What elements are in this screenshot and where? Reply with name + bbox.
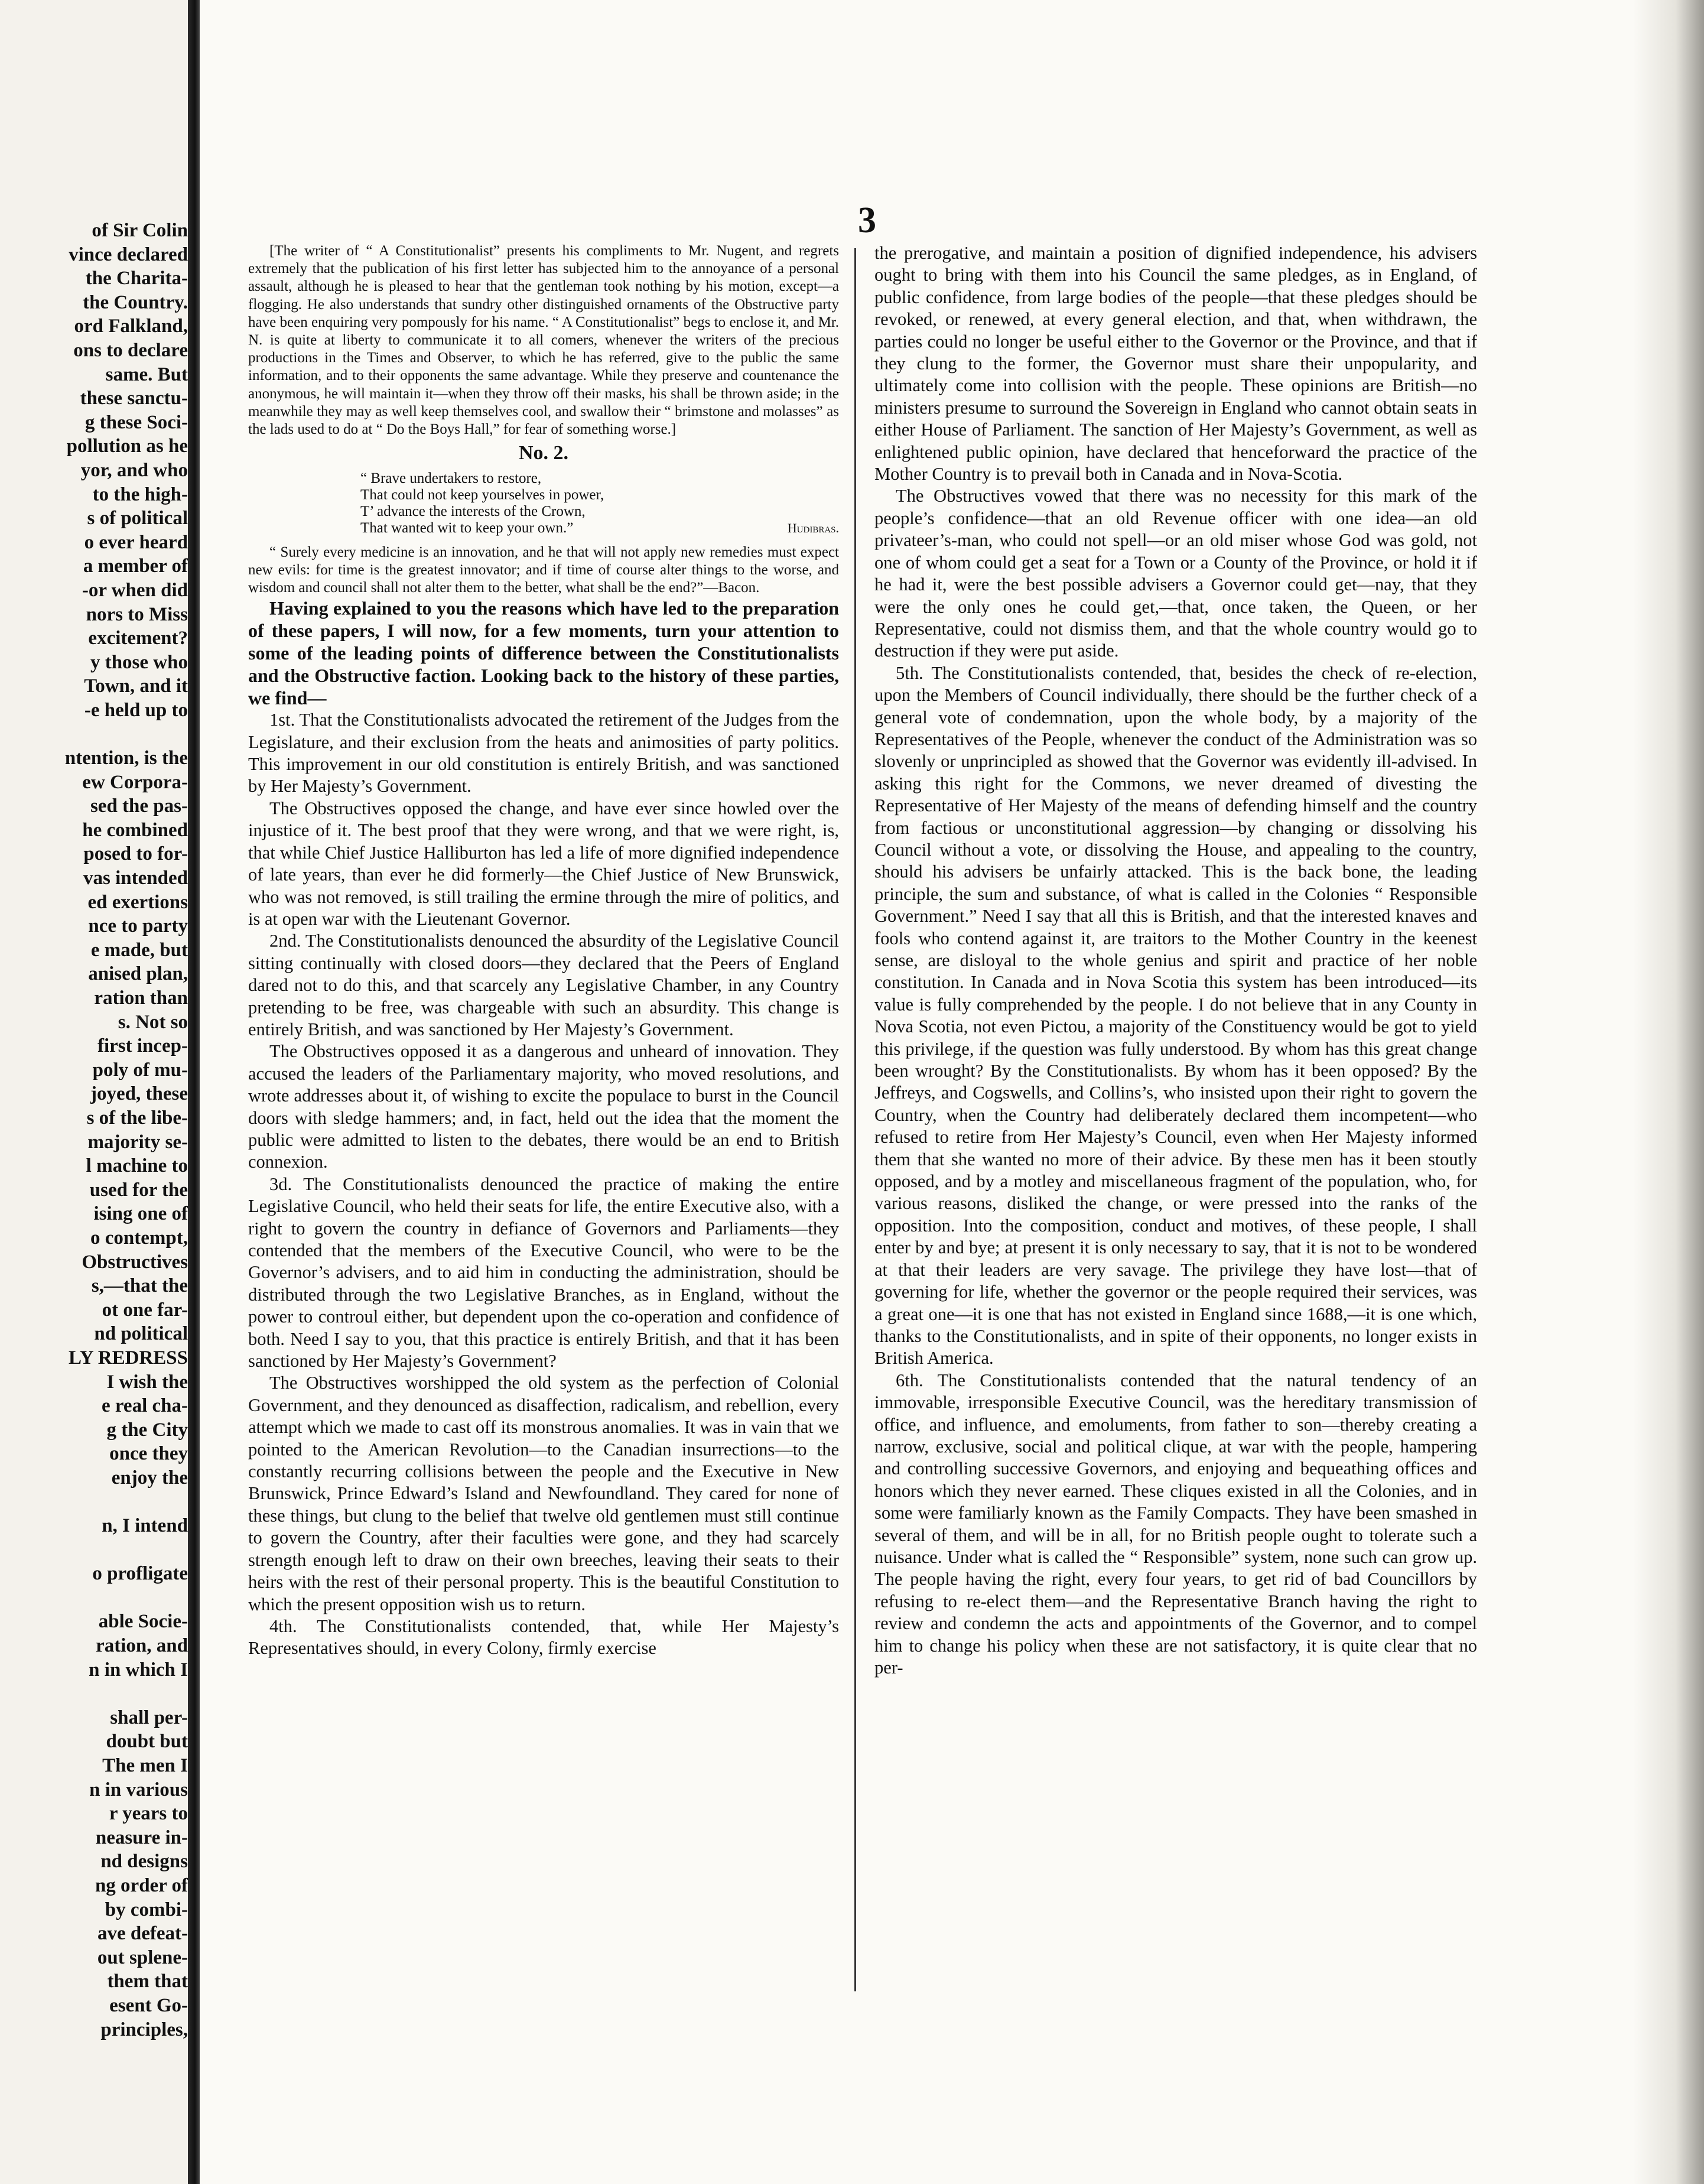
previous-page-line: s of the libe- [86,1107,188,1129]
page-edge-shadow [1633,0,1704,2184]
previous-page-line: g these Soci- [84,411,188,433]
previous-page-line: them that [107,1971,188,1993]
previous-page-line: the Charita- [85,268,188,290]
previous-page-line: o contempt, [90,1227,188,1249]
previous-page-line: LY REDRESS [68,1347,188,1369]
previous-page-line: n in various [89,1779,188,1800]
previous-page-line: I wish the [106,1371,188,1393]
previous-page-line: g the City [106,1419,188,1441]
previous-page-line: s,—that the [91,1275,188,1297]
previous-page-line: same. But [105,363,188,385]
previous-page-line: n in which I [89,1659,188,1681]
left-column [248,242,839,1660]
previous-page-line: able Socie- [98,1611,188,1633]
previous-page-line: e real cha- [101,1395,188,1417]
verse-line: That wanted wit to keep your own.” [360,519,574,536]
previous-page-line: ot one far- [102,1299,188,1321]
previous-page-line: ed exertions [87,891,188,913]
previous-page-line: r years to [109,1803,188,1825]
paragraph: 4th. The Constitutionalists contended, that, while Her Majesty’s Representatives should, in every Colony, firmly exercise [248,1616,839,1659]
previous-page-line: The men I [102,1755,188,1776]
previous-page-line: o profligate [92,1563,188,1585]
previous-page-line: principles, [100,2019,188,2040]
previous-page-line: anised plan, [88,963,188,985]
previous-page-line: nors to Miss [86,603,188,625]
paragraph: 1st. That the Constitutionalists advocated the retirement of the Judges from the Legislature, and their exclusion from the heats and animosities of party politics. This improvement in our old constitution is entirely British, and was sanctioned by Her Majesty’s Government. [248,710,839,797]
previous-page-line: Obstructives [82,1251,188,1273]
previous-page-line: ntention, is the [64,748,188,769]
previous-page-line: y those who [90,651,188,673]
paragraph: The Obstructives worshipped the old system as the perfection of Colonial Government, and they denounced as disaffection, radicalism, and rebellion, every attempt which we made to cast off its monstrous anomalies. It was in vain that we pointed to the American Revolution—to the Canadian insurrections—to the constantly recurring collisions between the people and the Executive in New Brunswick, Prince Edward’s Island and Newfoundland. They cared for none of these things, but clung to the belief that twelve old gentlemen must still continue to govern the Country, after their faculties were gone, and they had scarcely strength enough left to draw on their own breeches, leaving their seats to their heirs with the rest of their personal property. This is the beautiful Constitution to which the present opposition wish us to return. [248,1373,839,1614]
verse-line: “ Brave undertakers to restore, [360,470,542,486]
intro-paragraph: Having explained to you the reasons which have led to the preparation of these papers, I will now, for a few moments, turn your attention to some of the leading points of difference between the Constitutionalists and the Obstructive faction. Looking back to the history of these parties, we find— [248,597,839,709]
previous-page-line: a member of [83,555,188,577]
verse [360,470,839,537]
previous-page-line: to the high- [92,483,188,505]
previous-page-line: shall per- [110,1707,188,1728]
previous-page-line: vas intended [83,867,188,889]
previous-page-line: ising one of [93,1203,188,1225]
previous-page-line: esent Go- [109,1994,188,2016]
paragraph: The Obstructives opposed the change, and have ever since howled over the injustice of it. The best proof that they were wrong, and that we were right, is, that while Chief Justice Halliburton has led a life of more dignified independence of late years, than ever he did formerly—the Chief Justice of New Brunswick, who was not removed, is still trailing the ermine through the mire of politics, and is at open war with the Lieutenant Governor. [248,798,839,929]
paragraph: the prerogative, and maintain a position of dignified independence, his advisers ought to bring with them into his Council the same pledges, as in England, of public confidence, from large bodies of the people—that these pledges should be revoked, or renewed, at every general election, and that, when withdrawn, the parties could no longer be useful either to the Governor or the Province, and that if they clung to the former, the Governor must share their unpopularity, and ultimately come into collision with the people. These opinions are British—no ministers presume to surround the Sovereign in England who cannot obtain seats in either House of Parliament. The sanction of Her Majesty’s Government, as well as enlightened public opinion, have declared that henceforward the practice of the Mother Country is to prevail both in Canada and in Nova-Scotia. [874,243,1477,485]
paragraph: 6th. The Constitutionalists contended that the natural tendency of an immovable, irresponsible Executive Council, was the hereditary transmission of office, and influence, and emoluments, from father to son—thereby creating a narrow, exclusive, social and political clique, at war with the people, hampering and controlling successive Governors, and enjoying and bequeathing offices and honors which they never earned. These cliques existed in all the Colonies, and in some were familiarly known as the Family Compacts. They have been smashed in several of them, and will be in all, for no British people ought to tolerate such a nuisance. Under what is called the “ Responsible” system, none such can grow up. The people having the right, every four years, to get rid of bad Councillors by refusing to re-elect them—and the Representative Branch having the right to review and condemn the acts and appointments of the Governor, and to compel him to change his policy when these are not satisfactory, it is quite clear that no per- [874,1370,1477,1678]
previous-page-line: first incep- [97,1035,188,1057]
previous-page-line: ng order of [95,1874,188,1896]
previous-page-line: joyed, these [90,1083,188,1105]
previous-page-line [0,722,188,746]
column-rule [854,248,856,1991]
previous-page-line: e made, but [90,939,188,961]
previous-page-line: of Sir Colin [92,220,188,241]
previous-page-line: ration than [94,987,188,1009]
paragraph: 3d. The Constitutionalists denounced the practice of making the entire Legislative Council, who held their seats for life, the entire Executive also, with a right to govern the country in defiance of Governors and Parliaments—they contended that the members of the Executive Council, who were to be the Governor’s advisers, and to aid him in conducting the administration, should be distributed through the two Legislative Branches, as in England, without the power to controul either, but dependent upon the co-operation and confidence of both. Need I say to you, that this practice is entirely British, and that it has been sanctioned by Her Majesty’s Government? [248,1174,839,1372]
previous-page-line: ave defeat- [97,1923,188,1945]
previous-page-line: posed to for- [83,843,188,865]
page-number: 3 [858,200,876,240]
previous-page-line: ord Falkland, [74,316,188,337]
previous-page-line: doubt but [106,1731,188,1753]
previous-page-line: majority se- [87,1131,188,1153]
previous-page-line: vince declared [69,243,188,265]
epigraph: “ Surely every medicine is an innovation, and he that will not apply new remedies must expect new evils: for time is the greatest innovator; and if time of course alter things to the worse, and wisdom and council shall not alter them to the better, what shall be the end?”—Bacon. [248,544,839,596]
previous-page-line: enjoy the [111,1467,188,1488]
book-gutter [188,0,200,2184]
previous-page-line [0,1586,188,1610]
previous-page-line: neasure in- [95,1826,188,1848]
previous-page-line: yor, and who [80,459,188,481]
previous-page-line: he combined [82,819,188,841]
previous-page-line: nd political [94,1323,188,1345]
previous-page-line [0,1682,188,1706]
previous-page-line: sed the pas- [90,795,188,817]
previous-page-line: used for the [89,1179,188,1201]
previous-page-line: poly of mu- [92,1059,188,1081]
previous-page-line: ons to declare [73,339,188,361]
previous-page-line: -e held up to [84,699,188,721]
previous-page-strip [0,0,195,2184]
paragraph: The Obstructives vowed that there was no necessity for this mark of the people’s confidence—that an old Revenue officer with one idea—an old privateer’s-man, who could not spell—or an old miser whose God was gold, not one of whom could get a seat for a Town or a County of the Province, or hold it if he had it, were the best possible advisers a Governor could get—nay, that they were the only ones he could get,—that, once taken, the Queen, or her Representative, could not dismiss them, and that the whole country would go to destruction if they were put aside. [874,486,1477,661]
previous-page-line: ew Corpora- [82,771,188,793]
previous-page-line: once they [109,1443,188,1465]
section-title: No. 2. [518,442,569,464]
previous-page-line: pollution as he [66,436,188,457]
paragraph: The Obstructives opposed it as a dangerous and unheard of innovation. They accused the leaders of the Parliamentary majority, who moved resolutions, and wrote addresses about it, of wishing to excite the populace to burst in the Council doors with sledge hammers; and, in fact, held out the idea that the moment the public were admitted to listen to the debates, there would be an end to British connexion. [248,1041,839,1172]
verse-attribution: Hudibras. [787,520,839,535]
previous-page-line: excitement? [88,628,188,649]
previous-page-line: by combi- [105,1899,188,1920]
previous-page-line [0,1490,188,1514]
previous-page-line: -or when did [82,579,188,601]
paragraph: 2nd. The Constitutionalists denounced the absurdity of the Legislative Council sitting continually with closed doors—they declared that the Peers of England dared not to do this, and that scarcely any Legislative Chamber, in any Country pretending to be free, was chargeable with such an absurdity. This change is entirely British, and was sanctioned by Her Majesty’s Government. [248,931,839,1039]
paragraph: 5th. The Constitutionalists contended, that, besides the check of re-election, upon the Members of Council individually, there should be the further check of a general vote of condemnation, upon the whole body, by a majority of the Representatives of the People, whenever the conduct of the Administration was so slovenly or unprincipled as showed that the Governor was evidently ill-advised. In asking this right for the Commons, we never dreamed of divesting the Representative of Her Majesty of the means of defending himself and the country from factious or unconstitutional aggression—by changing or dissolving his Council without a vote, or dissolving the House, and appealing to the country, should his advisers be unfairly attacked. This is the back bone, the leading principle, the sum and substance, of what is called in the Colonies “ Responsible Government.” Need I say that all this is British, and that the interested knaves and fools who contend against it, are traitors to the Mother Country in the keenest sense, are disloyal to the whole genius and spirit and practice of her noble constitution. In Canada and in Nova Scotia this system has been introduced—its value is fully comprehended by the people. I do not believe that in any County in Nova Scotia, not even Pictou, a majority of the Constituency would be got to yield this privilege, if the question was fully understood. By whom has this great change been wrought? By the Constitutionalists. By whom has it been opposed? By the Jeffreys, and Cogswells, and Collins’s, who insisted upon their right to govern the Country, when the Country had deliberately declared them incompetent—who refused to retire from Her Majesty’s Council, even when Her Majesty informed them that she wanted no more of their advice. By these men has it been stoutly opposed, and by a motley and miscellaneous fragment of the population, who, for various reasons, disliked the change, or were pressed into the ranks of the opposition. Into the composition, conduct and motives, of these people, I shall enter by and bye; at present it is only necessary to say, that it is not to be wondered at that their leaders are very savage. The privilege they have lost—that of governing for life, whether the governor or the people required their services, was a great one—it is one that has not existed in England since 1688,—it is one which, thanks to the Constitutionalists, and in spite of their opponents, no longer exists in British America. [874,662,1477,1369]
previous-page-line: s. Not so [118,1011,188,1033]
previous-page-line: nce to party [88,915,188,937]
previous-page-line: o ever heard [84,531,188,553]
previous-page-line: Town, and it [84,675,188,697]
previous-page-line: l machine to [86,1155,188,1177]
previous-page-line: n, I intend [102,1515,188,1537]
previous-page-line: ration, and [96,1635,188,1657]
editor-note: [The writer of “ A Constitutionalist” presents his compliments to Mr. Nugent, and regrets extremely that the publication of his first letter has subjected him to the annoyance of a personal assault, although he is pleased to hear that the gentleman took nothing by his motion, except—a flogging. He also understands that sundry other distinguished ornaments of the Obstructive party have been enquiring very pompously for his name. “ A Constitutionalist” begs to enclose it, and Mr. N. is quite at liberty to communicate it to all comers, whenever the writers of the precious productions in the Times and Observer, to which he has referred, give to the public the same information, and to their opponents the same advantage. While they preserve and countenance the anonymous, he will maintain it—when they throw off their masks, his shall be thrown aside; in the meanwhile they may as well keep themselves cool, and swallow their “ brimstone and molasses” as the lads used to do at “ Do the Boys Hall,” for fear of something worse.] [248,243,839,438]
previous-page-line: nd designs [100,1851,188,1873]
previous-page-line [0,1538,188,1562]
previous-page-column [0,219,188,2042]
previous-page-line: the Country. [83,291,188,313]
previous-page-line: these sanctu- [80,388,188,410]
previous-page-line: out splene- [97,1946,188,1968]
verse-line: That could not keep yourselves in power, [360,486,604,503]
previous-page-line: s of political [87,508,188,529]
verse-line: T’ advance the interests of the Crown, [360,503,586,519]
right-column [874,242,1477,1679]
